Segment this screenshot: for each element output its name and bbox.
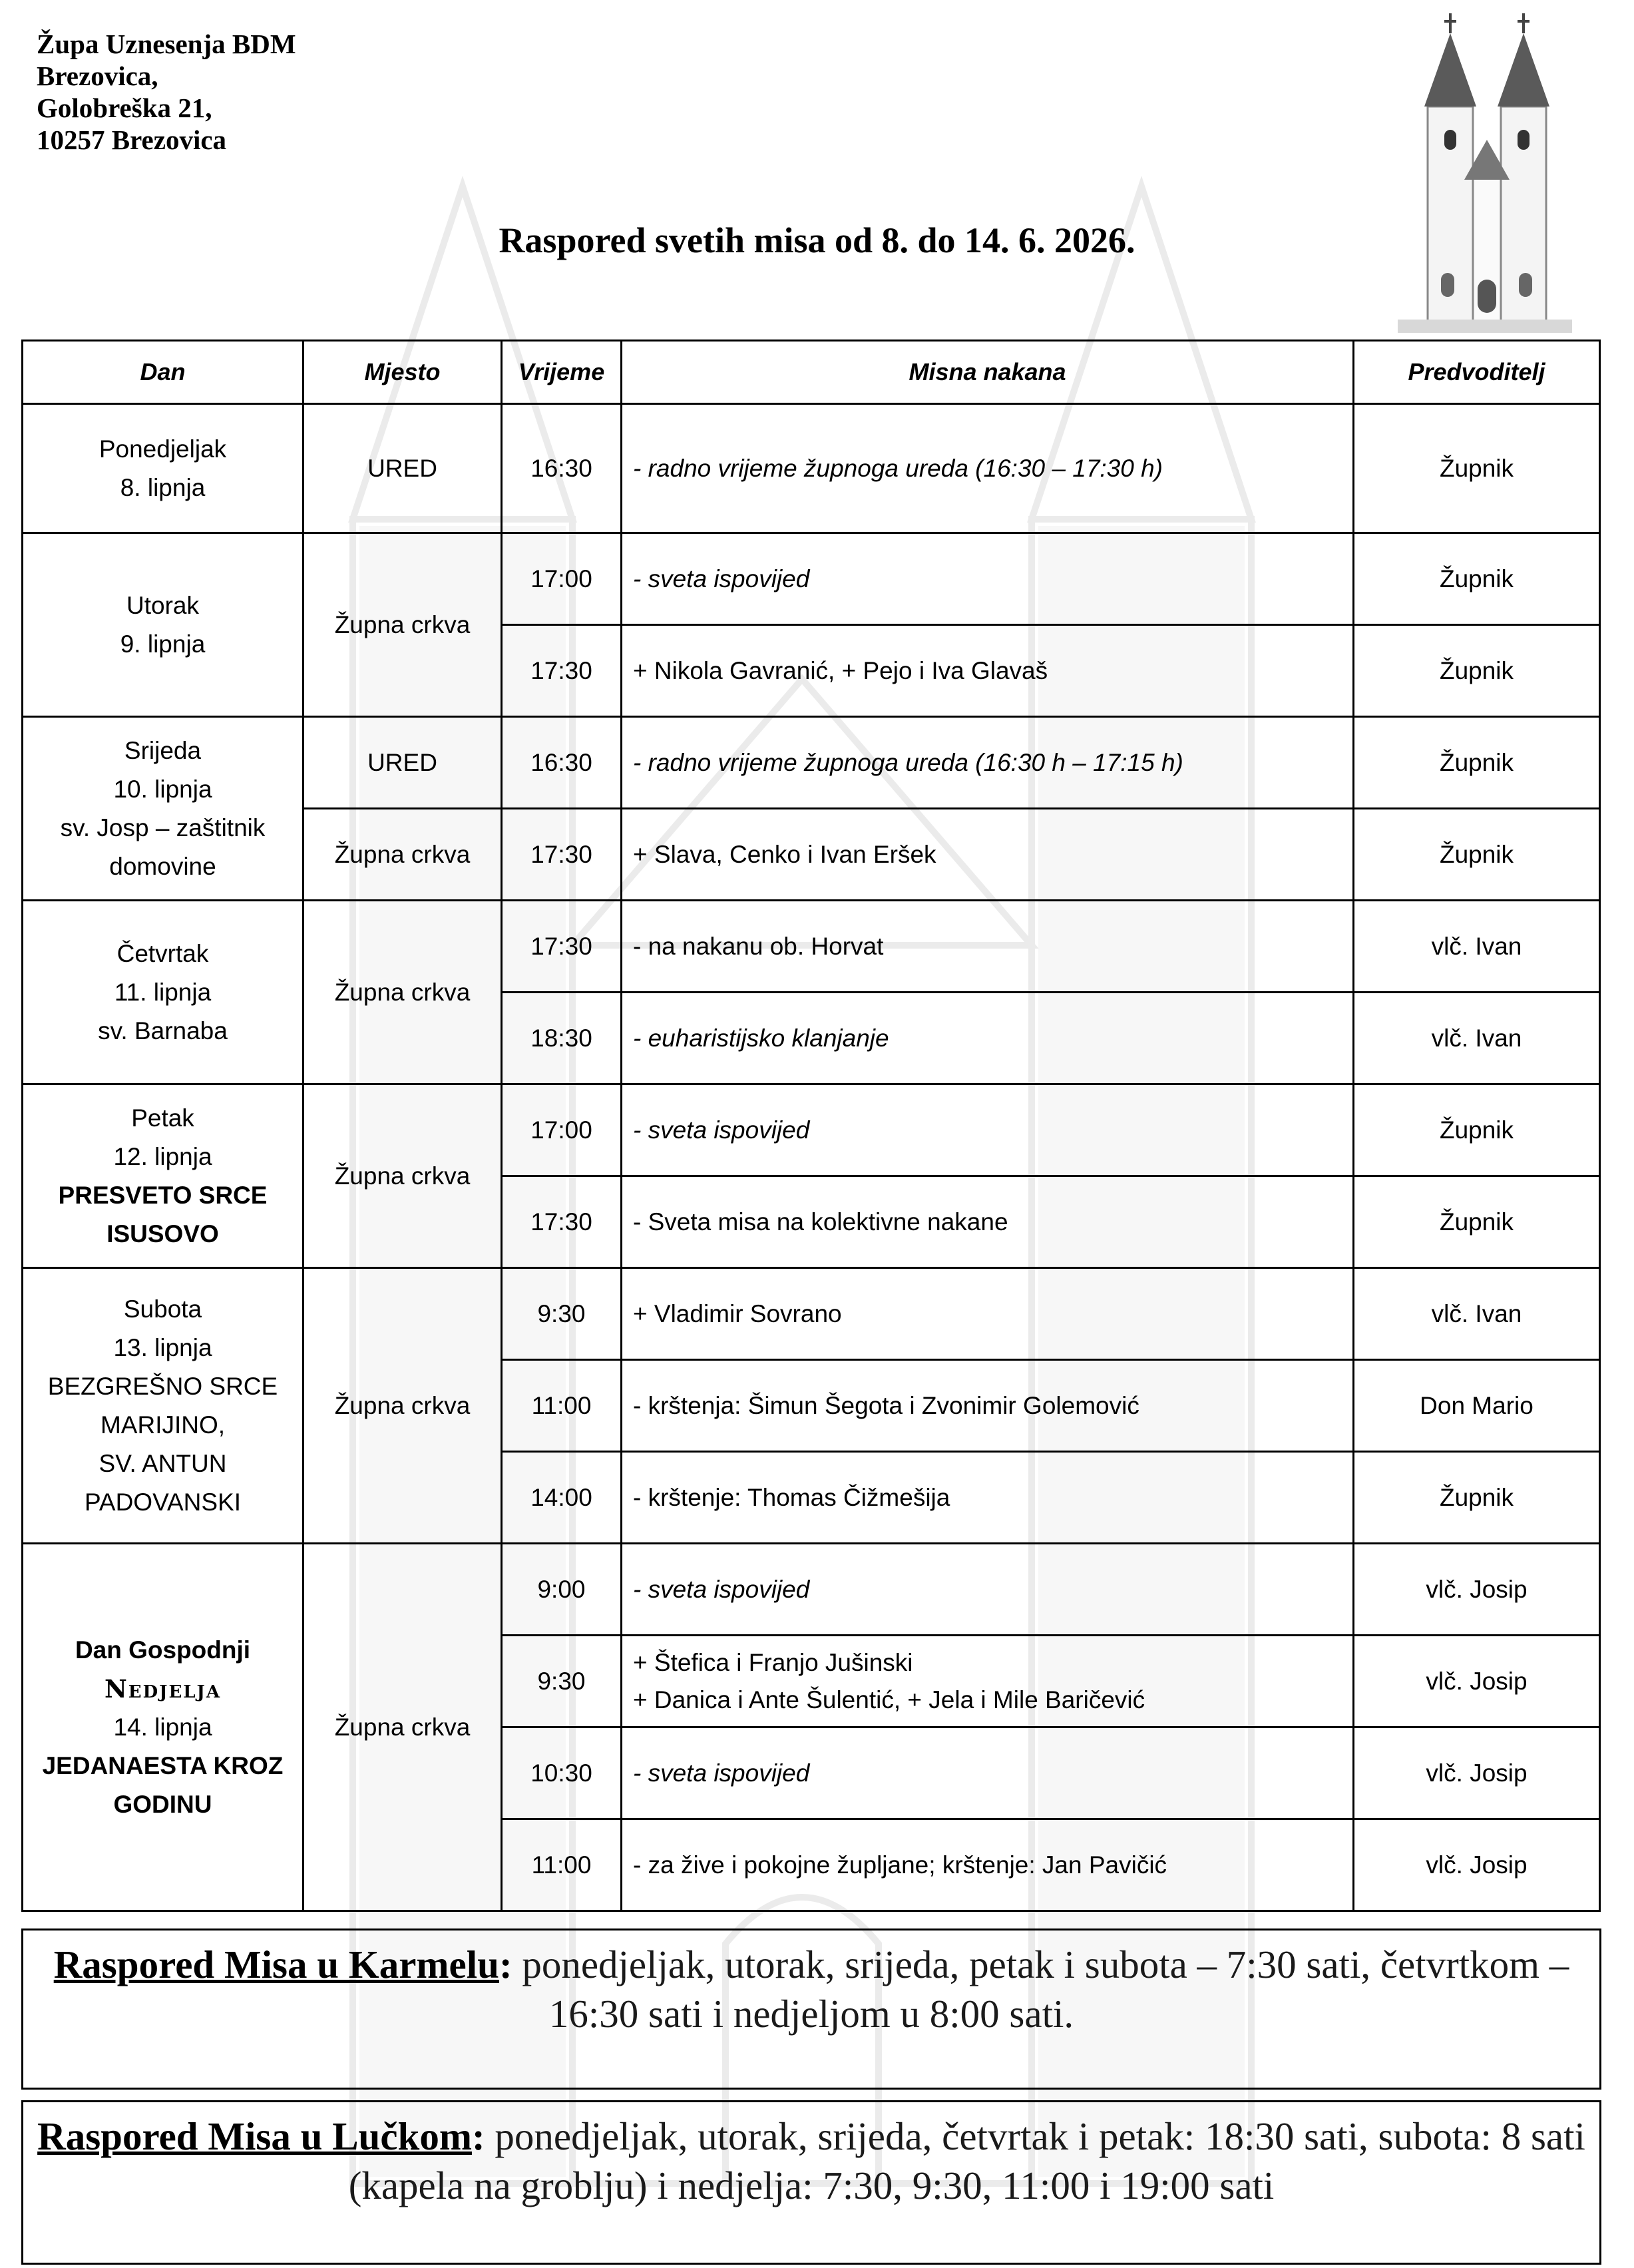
address-line: Župa Uznesenja BDM <box>37 29 296 59</box>
celebrant-cell: Župnik <box>1354 1452 1600 1544</box>
time-cell: 17:30 <box>502 1176 622 1268</box>
day-date: 9. lipnja <box>120 630 206 658</box>
intention-cell: - sveta ispovijed <box>622 1727 1354 1819</box>
parish-address <box>37 28 296 156</box>
column-header-celebrant: Predvoditelj <box>1354 341 1600 404</box>
address-line: Golobreška 21, <box>37 93 212 123</box>
intention-cell: - Sveta misa na kolektivne nakane <box>622 1176 1354 1268</box>
time-cell: 11:00 <box>502 1819 622 1911</box>
place-cell: URED <box>304 717 502 809</box>
table-row <box>23 1268 1600 1360</box>
intention-cell: - na nakanu ob. Horvat <box>622 901 1354 993</box>
mass-schedule-table <box>21 340 1601 1912</box>
intention-line: + Danica i Ante Šulentić, + Jela i Mile Baričević <box>633 1686 1145 1713</box>
day-feast: MARIJINO, <box>100 1411 226 1439</box>
table-row <box>23 1084 1600 1176</box>
intention-cell <box>622 1636 1354 1727</box>
celebrant-cell: Don Mario <box>1354 1360 1600 1452</box>
intention-cell: - sveta ispovijed <box>622 533 1354 625</box>
day-cell <box>23 404 304 533</box>
intention-cell: - sveta ispovijed <box>622 1084 1354 1176</box>
day-cell <box>23 1084 304 1268</box>
intention-cell: - euharistijsko klanjanje <box>622 993 1354 1084</box>
day-cell <box>23 901 304 1084</box>
celebrant-cell: Župnik <box>1354 533 1600 625</box>
table-row <box>23 901 1600 993</box>
column-header-day: Dan <box>23 341 304 404</box>
day-date: 11. lipnja <box>114 978 212 1006</box>
place-cell: Župna crkva <box>304 809 502 901</box>
day-name: Ponedjeljak <box>99 435 227 463</box>
lucko-heading: Raspored Misa u Lučkom <box>37 2114 473 2158</box>
address-line: Brezovica, <box>37 61 158 91</box>
day-name: Utorak <box>126 591 199 619</box>
place-cell: URED <box>304 404 502 533</box>
table-row <box>23 533 1600 625</box>
day-name: Nedjelja <box>104 1674 222 1703</box>
table-header-row <box>23 341 1600 404</box>
table-row <box>23 717 1600 809</box>
day-cell <box>23 533 304 717</box>
column-header-time: Vrijeme <box>502 341 622 404</box>
intention-cell: - krštenja: Šimun Šegota i Zvonimir Golemović <box>622 1360 1354 1452</box>
column-header-intention: Misna nakana <box>622 341 1354 404</box>
time-cell: 9:30 <box>502 1636 622 1727</box>
column-header-place: Mjesto <box>304 341 502 404</box>
day-feast: PADOVANSKI <box>84 1488 242 1516</box>
celebrant-cell: Župnik <box>1354 717 1600 809</box>
intention-cell: + Vladimir Sovrano <box>622 1268 1354 1360</box>
day-name: Petak <box>131 1104 194 1132</box>
time-cell: 18:30 <box>502 993 622 1084</box>
time-cell: 17:30 <box>502 809 622 901</box>
celebrant-cell: vlč. Josip <box>1354 1727 1600 1819</box>
time-cell: 14:00 <box>502 1452 622 1544</box>
day-feast: BEZGREŠNO SRCE <box>47 1372 278 1400</box>
time-cell: 17:00 <box>502 1084 622 1176</box>
celebrant-cell: vlč. Ivan <box>1354 993 1600 1084</box>
celebrant-cell: Župnik <box>1354 809 1600 901</box>
time-cell: 17:30 <box>502 901 622 993</box>
place-cell: Župna crkva <box>304 901 502 1084</box>
table-row <box>23 404 1600 533</box>
celebrant-cell: Župnik <box>1354 1084 1600 1176</box>
intention-cell: - radno vrijeme župnoga ureda (16:30 – 17:30 h) <box>622 404 1354 533</box>
day-cell <box>23 1268 304 1544</box>
intention-cell: + Nikola Gavranić, + Pejo i Iva Glavaš <box>622 625 1354 717</box>
day-cell <box>23 1544 304 1911</box>
celebrant-cell: vlč. Josip <box>1354 1544 1600 1636</box>
intention-cell: - za žive i pokojne župljane; krštenje: Jan Pavičić <box>622 1819 1354 1911</box>
day-feast: PRESVETO SRCE <box>58 1181 268 1209</box>
time-cell: 9:30 <box>502 1268 622 1360</box>
day-date: 12. lipnja <box>113 1142 212 1170</box>
intention-cell: - krštenje: Thomas Čižmešija <box>622 1452 1354 1544</box>
day-name: Srijeda <box>124 736 202 764</box>
page-title: Raspored svetih misa od 8. do 14. 6. 2026. <box>499 220 1135 260</box>
intention-line: + Štefica i Franjo Jušinski <box>633 1648 913 1676</box>
day-name: Subota <box>123 1295 202 1323</box>
karmel-text: ponedjeljak, utorak, srijeda, petak i subota – 7:30 sati, četvrtkom – 16:30 sati i nedjeljom u 8:00 sati. <box>522 1942 1569 2036</box>
time-cell: 10:30 <box>502 1727 622 1819</box>
day-date: 14. lipnja <box>113 1713 212 1741</box>
church-image <box>1398 7 1572 333</box>
day-cell <box>23 717 304 901</box>
celebrant-cell: Župnik <box>1354 404 1600 533</box>
celebrant-cell: vlč. Josip <box>1354 1636 1600 1727</box>
celebrant-cell: Župnik <box>1354 1176 1600 1268</box>
table-row <box>23 1544 1600 1636</box>
celebrant-cell: vlč. Ivan <box>1354 901 1600 993</box>
celebrant-cell: vlč. Ivan <box>1354 1268 1600 1360</box>
day-date: 10. lipnja <box>113 775 212 803</box>
day-name: Četvrtak <box>116 939 209 967</box>
day-feast: sv. Barnaba <box>98 1017 228 1044</box>
time-cell: 17:30 <box>502 625 622 717</box>
karmel-schedule-box: Raspored Misa u Karmelu: ponedjeljak, utorak, srijeda, petak i subota – 7:30 sati, četvrtkom – 16:30 sati i nedjeljom u 8:00 sati. <box>21 1928 1601 2090</box>
celebrant-cell: vlč. Josip <box>1354 1819 1600 1911</box>
day-feast: JEDANAESTA KROZ <box>42 1751 284 1779</box>
place-cell: Župna crkva <box>304 1268 502 1544</box>
day-date: 13. lipnja <box>113 1333 212 1361</box>
time-cell: 16:30 <box>502 404 622 533</box>
karmel-heading: Raspored Misa u Karmelu <box>53 1942 499 1986</box>
time-cell: 17:00 <box>502 533 622 625</box>
intention-cell: - radno vrijeme župnoga ureda (16:30 h – 17:15 h) <box>622 717 1354 809</box>
time-cell: 9:00 <box>502 1544 622 1636</box>
lucko-text: ponedjeljak, utorak, srijeda, četvrtak i petak: 18:30 sati, subota: 8 sati (kapela na groblju) i nedjelja: 7:30, 9:30, 11:00 i 19:00 sati <box>348 2114 1585 2207</box>
time-cell: 11:00 <box>502 1360 622 1452</box>
place-cell: Župna crkva <box>304 533 502 717</box>
time-cell: 16:30 <box>502 717 622 809</box>
day-feast: GODINU <box>113 1790 212 1818</box>
place-cell: Župna crkva <box>304 1544 502 1911</box>
address-line: 10257 Brezovica <box>37 124 227 155</box>
day-feast: ISUSOVO <box>106 1220 219 1247</box>
intention-cell: - sveta ispovijed <box>622 1544 1354 1636</box>
celebrant-cell: Župnik <box>1354 625 1600 717</box>
intention-cell: + Slava, Cenko i Ivan Eršek <box>622 809 1354 901</box>
place-cell: Župna crkva <box>304 1084 502 1268</box>
lucko-schedule-box: Raspored Misa u Lučkom: ponedjeljak, utorak, srijeda, četvrtak i petak: 18:30 sati, subota: 8 sati (kapela na groblju) i nedjelja: 7:30, 9:30, 11:00 i 19:00 sati <box>21 2100 1601 2265</box>
day-feast: sv. Josp – zaštitnik <box>60 813 266 841</box>
day-name: Dan Gospodnji <box>75 1636 251 1664</box>
day-date: 8. lipnja <box>120 473 206 501</box>
day-feast: domovine <box>109 852 216 880</box>
day-feast: SV. ANTUN <box>99 1449 227 1477</box>
